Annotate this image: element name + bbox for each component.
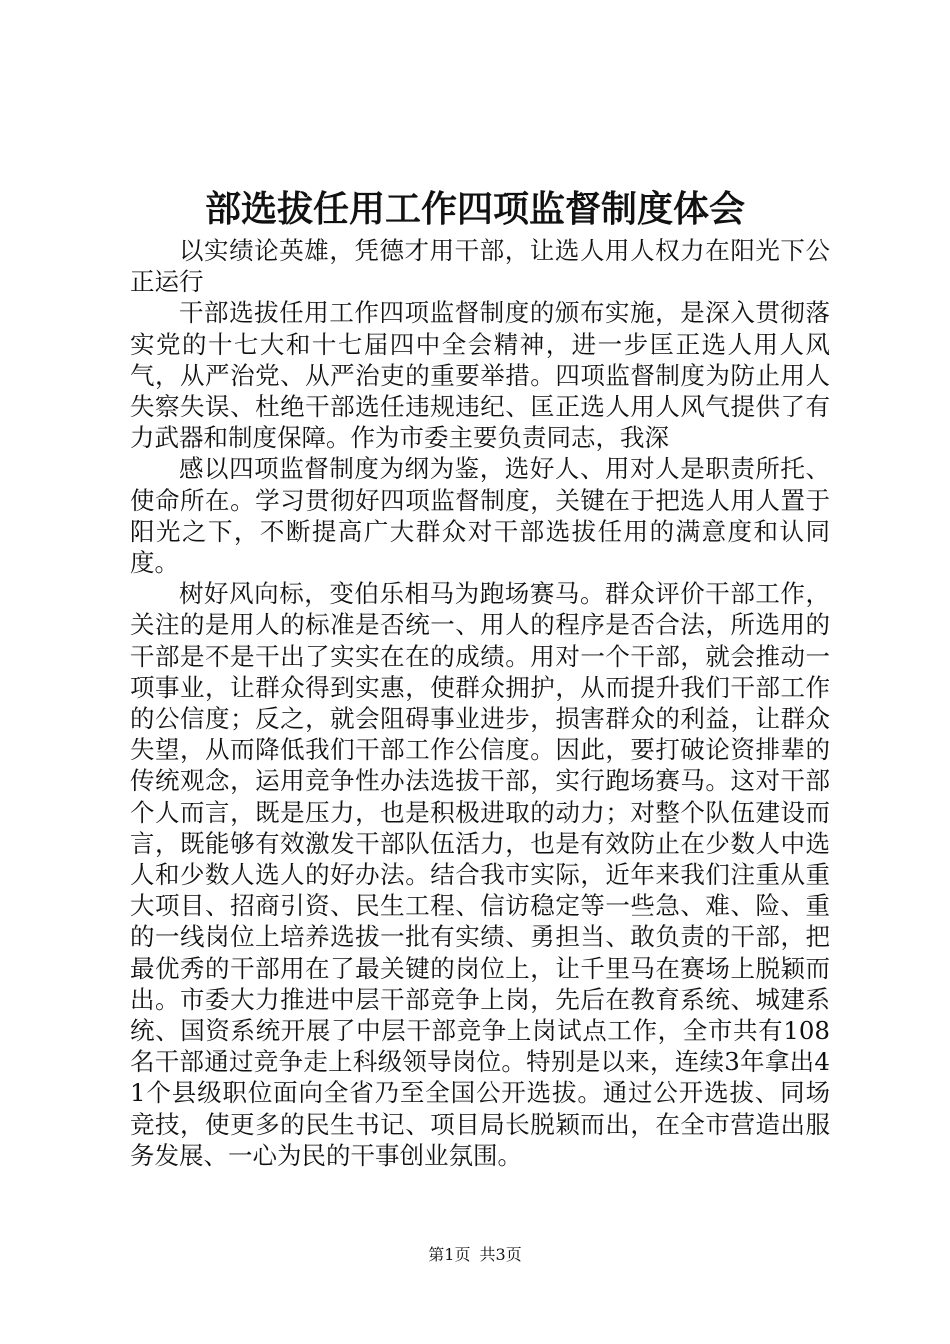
document-title: 部选拔任用工作四项监督制度体会 — [204, 188, 745, 230]
document-body — [130, 235, 830, 1171]
page-footer — [0, 1244, 950, 1266]
paragraph: 感以四项监督制度为纲为鉴，选好人、用对人是职责所托、使命所在。学习贯彻好四项监督制度，关键在于把选人用人置于阳光之下，不断提高广大群众对干部选拔任用的满意度和认同度。 — [130, 454, 830, 578]
page-total: 共3页 — [479, 1245, 522, 1264]
paragraph: 以实绩论英雄，凭德才用干部，让选人用人权力在阳光下公正运行 — [130, 236, 830, 297]
paragraph: 干部选拔任用工作四项监督制度的颁布实施，是深入贯彻落实党的十七大和十七届四中全会精神，进一步匡正选人用人风气，从严治党、从严治吏的重要举措。四项监督制度为防止用人失察失误、杜绝干部选任违规违纪、匡正选人用人风气提供了有力武器和制度保障。作为市委主要负责同志，我深 — [130, 298, 830, 453]
paragraph: 树好风向标，变伯乐相马为跑场赛马。群众评价干部工作，关注的是用人的标准是否统一、用人的程序是否合法，所选用的干部是不是干出了实实在在的成绩。用对一个干部，就会推动一项事业，让群众得到实惠，使群众拥护，从而提升我们干部工作的公信度；反之，就会阻碍事业进步，损害群众的利益，让群众失望，从而降低我们干部工作公信度。因此，要打破论资排辈的传统观念，运用竞争性办法选拔干部，实行跑场赛马。这对干部个人而言，既是压力，也是积极进取的动力；对整个队伍建设而言，既能够有效激发干部队伍活力，也是有效防止在少数人中选人和少数人选人的好办法。结合我市实际，近年来我们注重从重大项目、招商引资、民生工程、信访稳定等一些急、难、险、重的一线岗位上培养选拔一批有实绩、勇担当、敢负责的干部，把最优秀的干部用在了最关键的岗位上，让千里马在赛场上脱颖而出。市委大力推进中层干部竞争上岗，先后在教育系统、城建系统、国资系统开展了中层干部竞争上岗试点工作，全市共有108名干部通过竞争走上科级领导岗位。特别是以来，连续3年拿出41个县级职位面向全省乃至全国公开选拔。通过公开选拔、同场竞技，使更多的民生书记、项目局长脱颖而出，在全市营造出服务发展、一心为民的干事创业氛围。 — [130, 579, 830, 1170]
page-number: 第1页 — [428, 1245, 471, 1264]
